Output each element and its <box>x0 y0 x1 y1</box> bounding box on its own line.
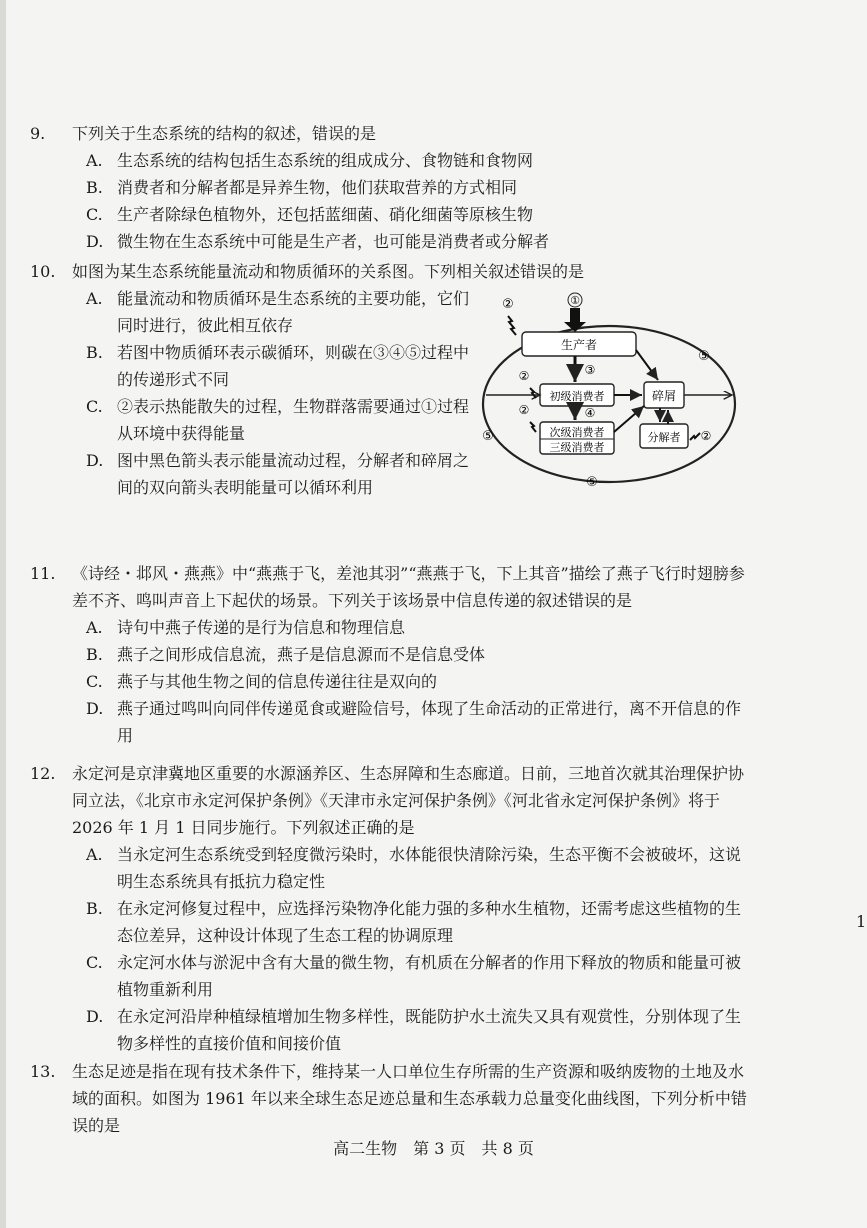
question-13 <box>30 1058 750 1139</box>
arrow-producer-detritus <box>636 350 658 380</box>
question-stem <box>30 258 750 285</box>
option-a <box>30 147 750 174</box>
stem-text: 生态足迹是指在现有技术条件下，维持某一人口单位生存所需的生产资源和吸纳废物的土地及水域的面积。如图为 1961 年以来全球生态足迹总量和生态承载力总量变化曲线图，下列分析中错误的是 <box>72 1062 747 1135</box>
label-2-primary: ② <box>518 369 530 383</box>
stem-text: 《诗经・邶风・燕燕》中“燕燕于飞，差池其羽”“燕燕于飞，下上其音”描绘了燕子飞行时翅膀参差不齐、鸣叫声音上下起伏的场景。下列关于该场景中信息传递的叙述错误的是 <box>72 564 745 610</box>
option-text: ②表示热能散失的过程，生物群落需要通过①过程从环境中获得能量 <box>117 397 470 443</box>
option-letter: D. <box>86 699 104 718</box>
option-d <box>30 447 477 501</box>
option-letter: C. <box>86 672 103 691</box>
stem-text: 永定河是京津冀地区重要的水源涵养区、生态屏障和生态廊道。日前，三地首次就其治理保护协同立法，《北京市永定河保护条例》《天津市永定河保护条例》《河北省永定河保护条例》将于 2026 年 1 月 1 日同步施行。下列叙述正确的是 <box>72 764 745 837</box>
option-a <box>30 285 477 339</box>
option-text: 燕子之间形成信息流，燕子是信息源而不是信息受体 <box>117 645 486 664</box>
option-letter: C. <box>86 205 103 224</box>
option-letter: A. <box>86 845 103 864</box>
option-text: 永定河水体与淤泥中含有大量的微生物，有机质在分解者的作用下释放的物质和能量可被植物重新利用 <box>117 953 742 999</box>
option-c <box>30 668 750 695</box>
option-c <box>30 393 477 447</box>
question-stem <box>30 1058 750 1139</box>
option-text: 消费者和分解者都是异养生物，他们获取营养的方式相同 <box>117 178 518 197</box>
label-2-top: ② <box>502 297 514 312</box>
question-number: 10. <box>30 262 56 281</box>
question-number: 11. <box>30 564 56 583</box>
option-text: 诗句中燕子传递的是行为信息和物理信息 <box>117 618 406 637</box>
option-letter: A. <box>86 618 103 637</box>
option-text: 在永定河修复过程中，应选择污染物净化能力强的多种水生植物，还需考虑这些植物的生态位差异，这种设计体现了生态工程的协调原理 <box>117 899 742 945</box>
option-letter: A. <box>86 289 103 308</box>
page-footer: 高二生物 第 3 页 共 8 页 <box>333 1139 534 1158</box>
question-11 <box>30 560 750 749</box>
stem-text: 下列关于生态系统的结构的叙述，错误的是 <box>72 124 377 143</box>
option-d <box>30 695 750 749</box>
page-edge <box>0 0 6 1228</box>
question-number: 13. <box>30 1062 56 1081</box>
option-b <box>30 339 477 393</box>
stem-text: 如图为某生态系统能量流动和物质循环的关系图。下列相关叙述错误的是 <box>72 262 585 281</box>
question-number: 9. <box>30 124 46 143</box>
option-text: 生态系统的结构包括生态系统的组成成分、食物链和食物网 <box>117 151 534 170</box>
margin-mark: 1 <box>856 912 867 931</box>
option-letter: C. <box>86 953 103 972</box>
label-4: ④ <box>584 406 596 420</box>
primary-consumer-label: 初级消费者 <box>549 390 605 403</box>
option-text: 图中黑色箭头表示能量流动过程，分解者和碎屑之间的双向箭头表明能量可以循环利用 <box>117 451 470 497</box>
secondary-consumer-label: 次级消费者 <box>549 426 605 439</box>
option-text: 生产者除绿色植物外，还包括蓝细菌、硝化细菌等原核生物 <box>117 205 534 224</box>
label-5-bottom: ⑤ <box>586 475 598 490</box>
option-b <box>30 641 750 668</box>
detritus-label: 碎屑 <box>651 389 677 403</box>
label-5-left: ⑤ <box>482 429 494 444</box>
option-text: 燕子与其他生物之间的信息传递往往是双向的 <box>117 672 438 691</box>
option-letter: A. <box>86 151 103 170</box>
question-stem <box>30 760 750 841</box>
tertiary-consumer-label: 三级消费者 <box>549 441 605 454</box>
label-2-decomposer: ② <box>700 429 712 443</box>
label-1: ① <box>570 294 580 307</box>
option-text: 当永定河生态系统受到轻度微污染时，水体能很快清除污染，生态平衡不会被破坏，这说明生态系统具有抵抗力稳定性 <box>117 845 742 891</box>
option-letter: D. <box>86 232 104 251</box>
label-3: ③ <box>584 363 596 377</box>
decomposer-label: 分解者 <box>647 431 681 444</box>
option-letter: D. <box>86 1007 104 1026</box>
question-9 <box>30 120 750 255</box>
option-text: 燕子通过鸣叫向同伴传递觅食或避险信号，体现了生命活动的正常进行，离不开信息的作用 <box>117 699 742 745</box>
option-a <box>30 841 750 895</box>
sunlight-arrow <box>570 308 580 324</box>
label-2-higher: ② <box>518 403 530 417</box>
option-letter: B. <box>86 178 103 197</box>
option-a <box>30 614 750 641</box>
option-text: 微生物在生态系统中可能是生产者，也可能是消费者或分解者 <box>117 232 550 251</box>
option-b <box>30 895 750 949</box>
option-c <box>30 949 750 1003</box>
option-text: 在永定河沿岸种植绿植增加生物多样性，既能防护水土流失又具有观赏性，分别体现了生物多样性的直接价值和间接价值 <box>117 1007 742 1053</box>
option-letter: C. <box>86 397 103 416</box>
option-letter: D. <box>86 451 104 470</box>
option-text: 能量流动和物质循环是生态系统的主要功能，它们同时进行，彼此相互依存 <box>117 289 470 335</box>
question-number: 12. <box>30 764 56 783</box>
energy-flow-diagram <box>478 292 740 498</box>
question-12 <box>30 760 750 1057</box>
heat-loss-arrow <box>508 316 516 335</box>
label-5-right: ⑤ <box>698 349 710 364</box>
option-letter: B. <box>86 899 103 918</box>
option-c <box>30 201 750 228</box>
option-letter: B. <box>86 645 103 664</box>
option-letter: B. <box>86 343 103 362</box>
heat-loss-primary <box>530 388 536 398</box>
heat-loss-decomposer <box>690 433 700 440</box>
producer-label: 生产者 <box>560 338 598 352</box>
option-d <box>30 228 750 255</box>
question-stem <box>30 560 750 614</box>
option-b <box>30 174 750 201</box>
option-text: 若图中物质循环表示碳循环，则碳在③④⑤过程中的传递形式不同 <box>117 343 470 389</box>
question-stem <box>30 120 750 147</box>
heat-loss-higher <box>530 422 536 432</box>
option-d <box>30 1003 750 1057</box>
